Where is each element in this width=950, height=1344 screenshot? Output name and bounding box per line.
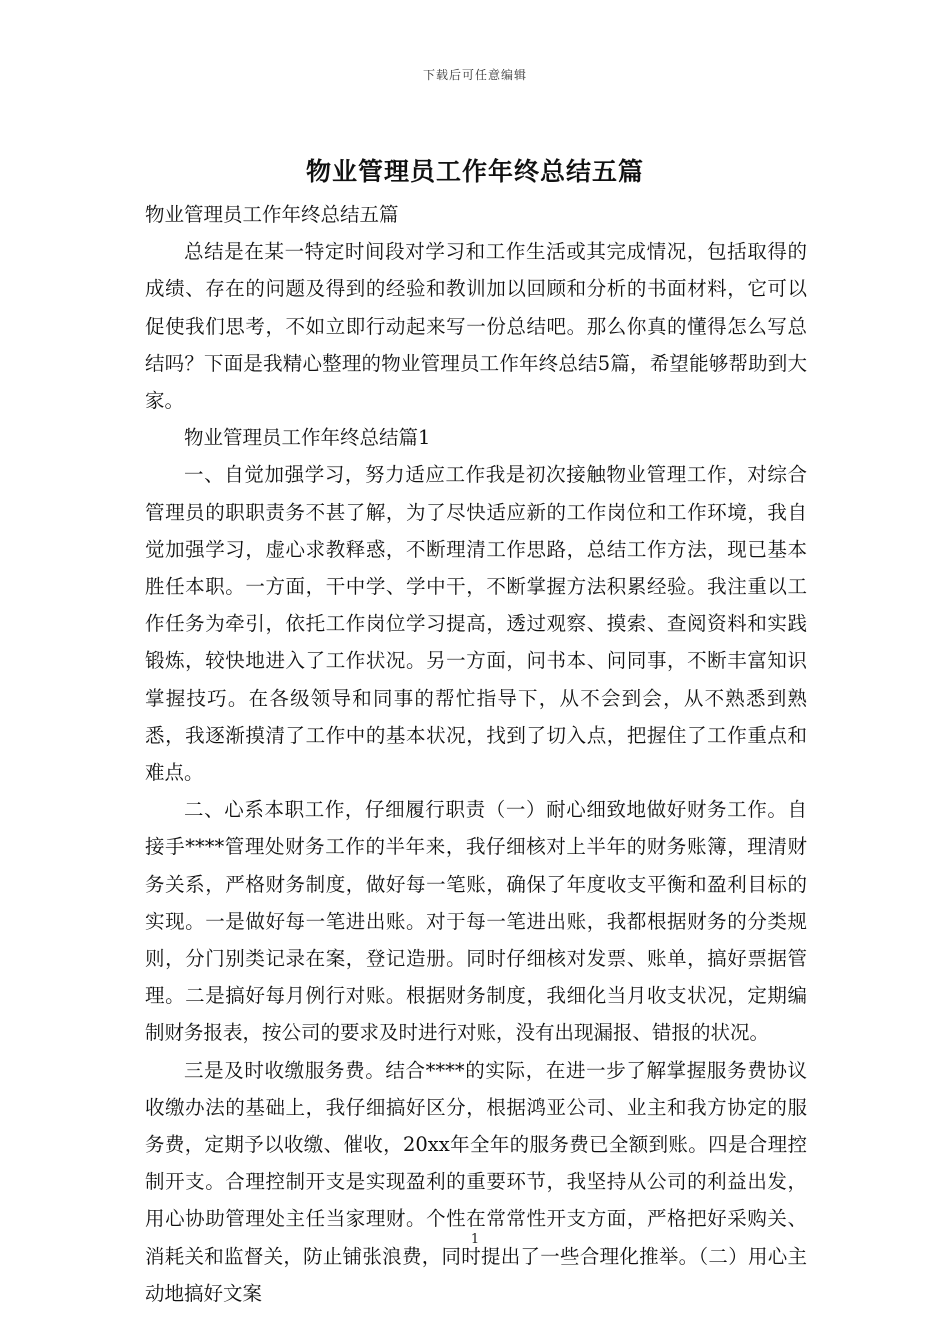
paragraph-fees: 三是及时收缴服务费。结合****的实际，在进一步了解掌握服务费协议收缴办法的基础上，我仔细搞好区分，根据鸿亚公司、业主和我方协定的服务费，定期予以收缴、催收，20xx年全年的服务费已全额到账。四是合理控制开支。合理控制开支是实现盈利的重要环节，我坚持从公司的利益出发，用心协助管理处主任当家理财。个性在常常性开支方面，严格把好采购关、消耗关和监督关，防止铺张浪费，同时提出了一些合理化推举。（二）用心主动地搞好文案 bbox=[145, 1058, 807, 1305]
paragraph-finance: 二、心系本职工作，仔细履行职责（一）耐心细致地做好财务工作。自接手****管理处财务工作的半年来，我仔细核对上半年的财务账簿，理清财务关系，严格财务制度，做好每一笔账，确保了年度收支平衡和盈利目标的实现。一是做好每一笔进出账。对于每一笔进出账，我都根据财务的分类规则，分门别类记录在案，登记造册。同时仔细核对发票、账单，搞好票据管理。二是搞好每月例行对账。根据财务制度，我细化当月收支状况，定期编制财务报表，按公司的要求及时进行对账，没有出现漏报、错报的状况。 bbox=[145, 798, 807, 1045]
paragraph-subtitle: 物业管理员工作年终总结五篇 bbox=[145, 203, 399, 226]
paragraph-study: 一、自觉加强学习，努力适应工作我是初次接触物业管理工作，对综合管理员的职职责务不甚了解，为了尽快适应新的工作岗位和工作环境，我自觉加强学习，虚心求教释惑，不断理清工作思路，总结工作方法，现已基本胜任本职。一方面，干中学、学中干，不断掌握方法积累经验。我注重以工作任务为牵引，依托工作岗位学习提高，透过观察、摸索、查阅资料和实践锻炼，较快地进入了工作状况。另一方面，问书本、问同事，不断丰富知识掌握技巧。在各级领导和同事的帮忙指导下，从不会到会，从不熟悉到熟悉，我逐渐摸清了工作中的基本状况，找到了切入点，把握住了工作重点和难点。 bbox=[145, 463, 807, 785]
paragraph-intro: 总结是在某一特定时间段对学习和工作生活或其完成情况，包括取得的成绩、存在的问题及得到的经验和教训加以回顾和分析的书面材料，它可以促使我们思考，不如立即行动起来写一份总结吧。那么你真的懂得怎么写总结吗？下面是我精心整理的物业管理员工作年终总结5篇，希望能够帮助到大家。 bbox=[145, 240, 807, 413]
header-note: 下载后可任意编辑 bbox=[422, 68, 527, 82]
document-body bbox=[145, 196, 807, 1312]
page-number: 1 bbox=[470, 1232, 480, 1247]
document-title: 物业管理员工作年终总结五篇 bbox=[305, 157, 644, 186]
paragraph-section-heading: 物业管理员工作年终总结篇1 bbox=[184, 426, 431, 450]
